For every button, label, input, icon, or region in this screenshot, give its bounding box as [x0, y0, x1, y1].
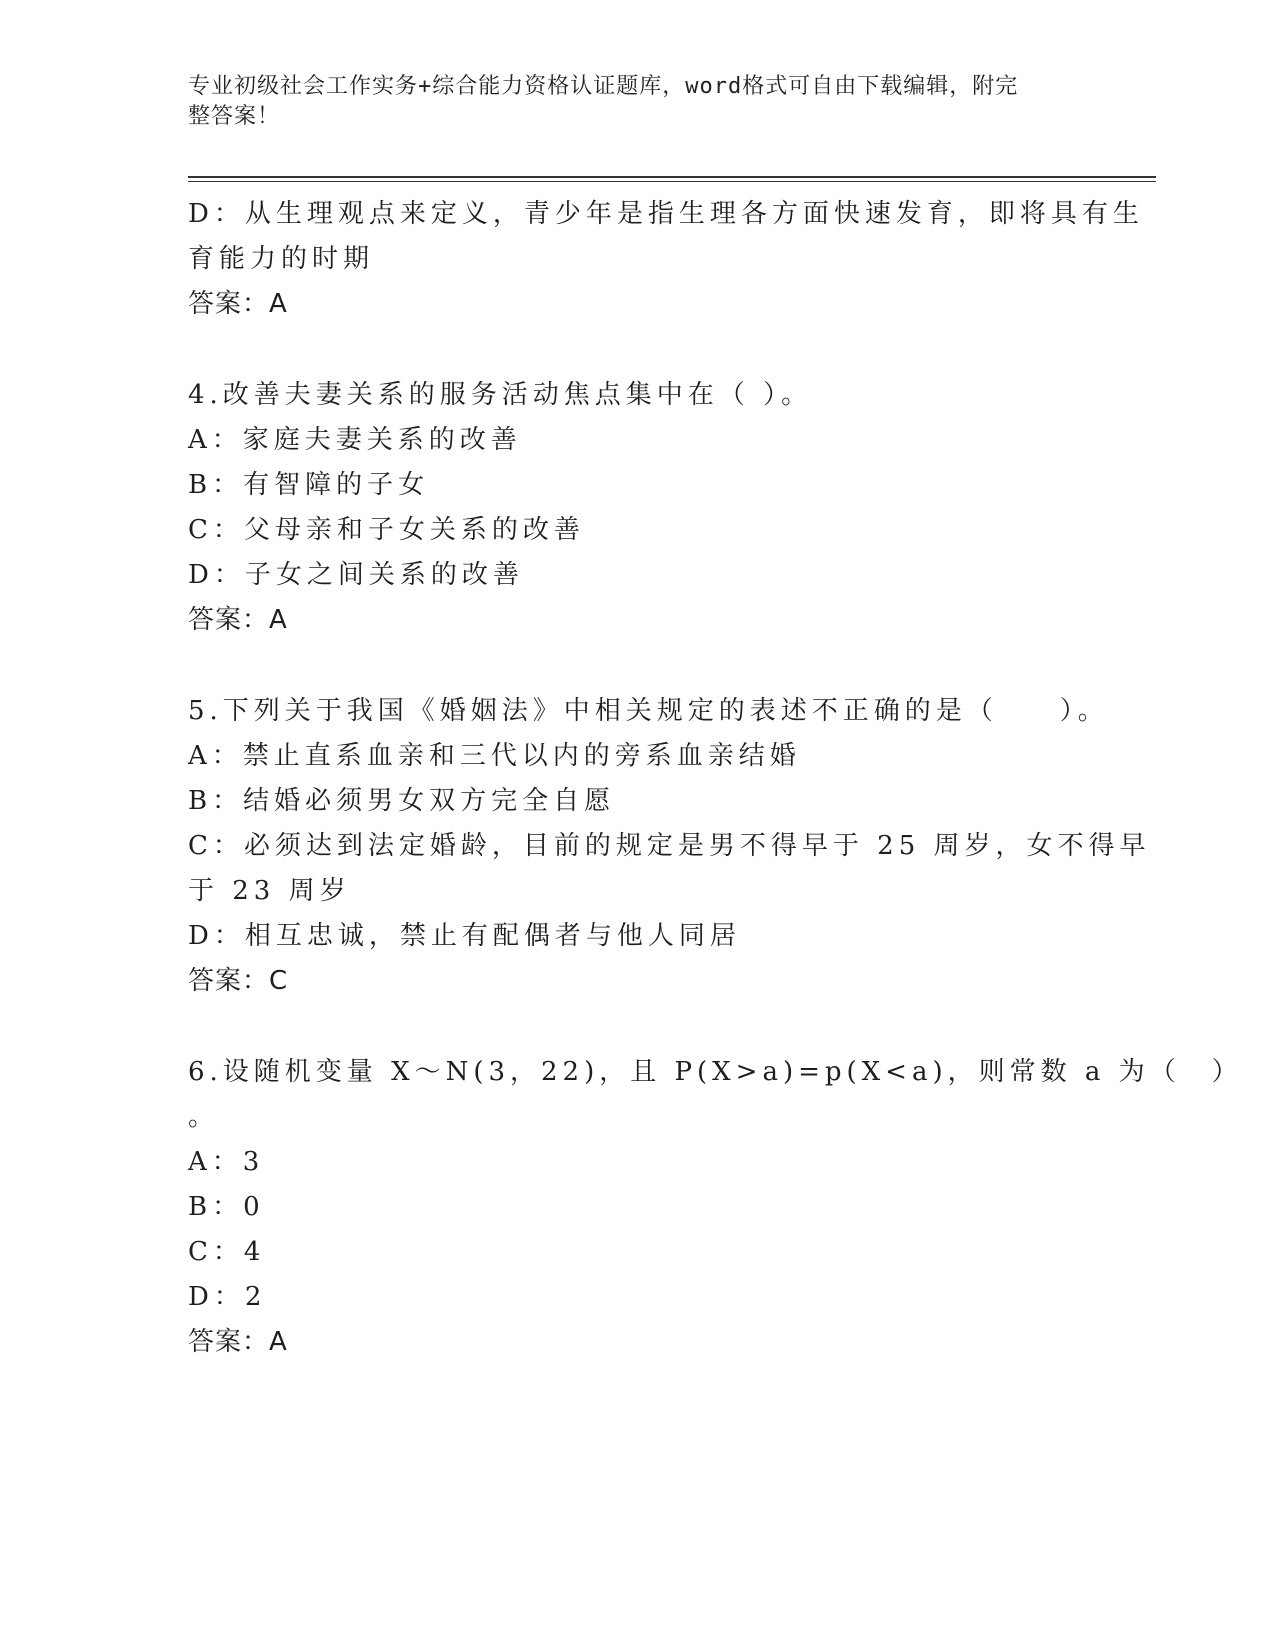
q5-option-d: D：相互忠诚，禁止有配偶者与他人同居 [188, 921, 741, 951]
spacer [188, 327, 1088, 373]
q5-stem: 5.下列关于我国《婚姻法》中相关规定的表述不正确的是（ ）。 [188, 696, 1109, 726]
spacer [188, 643, 1088, 689]
q6-option-d: D：2 [188, 1282, 267, 1312]
q6-stem-line-2: 。 [188, 1102, 220, 1132]
q3-option-d-line-1: D：从生理观点来定义，青少年是指生理各方面快速发育，即将具有生 [188, 199, 1144, 229]
q4-option-a: A：家庭夫妻关系的改善 [188, 425, 522, 455]
q6-option-c: C：4 [188, 1237, 266, 1267]
header-line-2: 整答案！ [188, 104, 281, 129]
header-line-1: 专业初级社会工作实务+综合能力资格认证题库，word格式可自由下载编辑，附完 [188, 74, 1019, 99]
q5-answer: 答案：C [188, 966, 289, 996]
q3-option-d-line-2: 育能力的时期 [188, 244, 375, 274]
question-body [188, 192, 1243, 1365]
q3-answer: 答案：A [188, 289, 288, 319]
spacer [188, 1004, 1088, 1050]
q5-option-a: A：禁止直系血亲和三代以内的旁系血亲结婚 [188, 741, 801, 771]
question-5 [188, 689, 1151, 1004]
q5-option-c-line-1: C：必须达到法定婚龄，目前的规定是男不得早于 25 周岁，女不得早 [188, 831, 1151, 861]
document-header [188, 72, 1078, 132]
q4-option-b: B：有智障的子女 [188, 470, 430, 500]
q6-option-b: B：0 [188, 1192, 265, 1222]
q4-stem: 4.改善夫妻关系的服务活动焦点集中在（ ）。 [188, 380, 813, 410]
q6-option-a: A：3 [188, 1147, 265, 1177]
q6-answer: 答案：A [188, 1327, 288, 1357]
q6-stem-line-1: 6.设随机变量 X～N(3，22)，且 P(X>a)=p(X<a)，则常数 a 为（ ） [188, 1057, 1243, 1087]
q4-option-c: C：父母亲和子女关系的改善 [188, 515, 585, 545]
header-rule-thick [188, 176, 1156, 178]
question-4 [188, 373, 1088, 643]
q4-option-d: D：子女之间关系的改善 [188, 560, 524, 590]
question-6 [188, 1050, 1243, 1365]
header-rule-thin [188, 181, 1156, 182]
question-3 [188, 192, 1144, 327]
q4-answer: 答案：A [188, 605, 288, 635]
q5-option-c-line-2: 于 23 周岁 [188, 876, 351, 906]
q5-option-b: B：结婚必须男女双方完全自愿 [188, 786, 616, 816]
